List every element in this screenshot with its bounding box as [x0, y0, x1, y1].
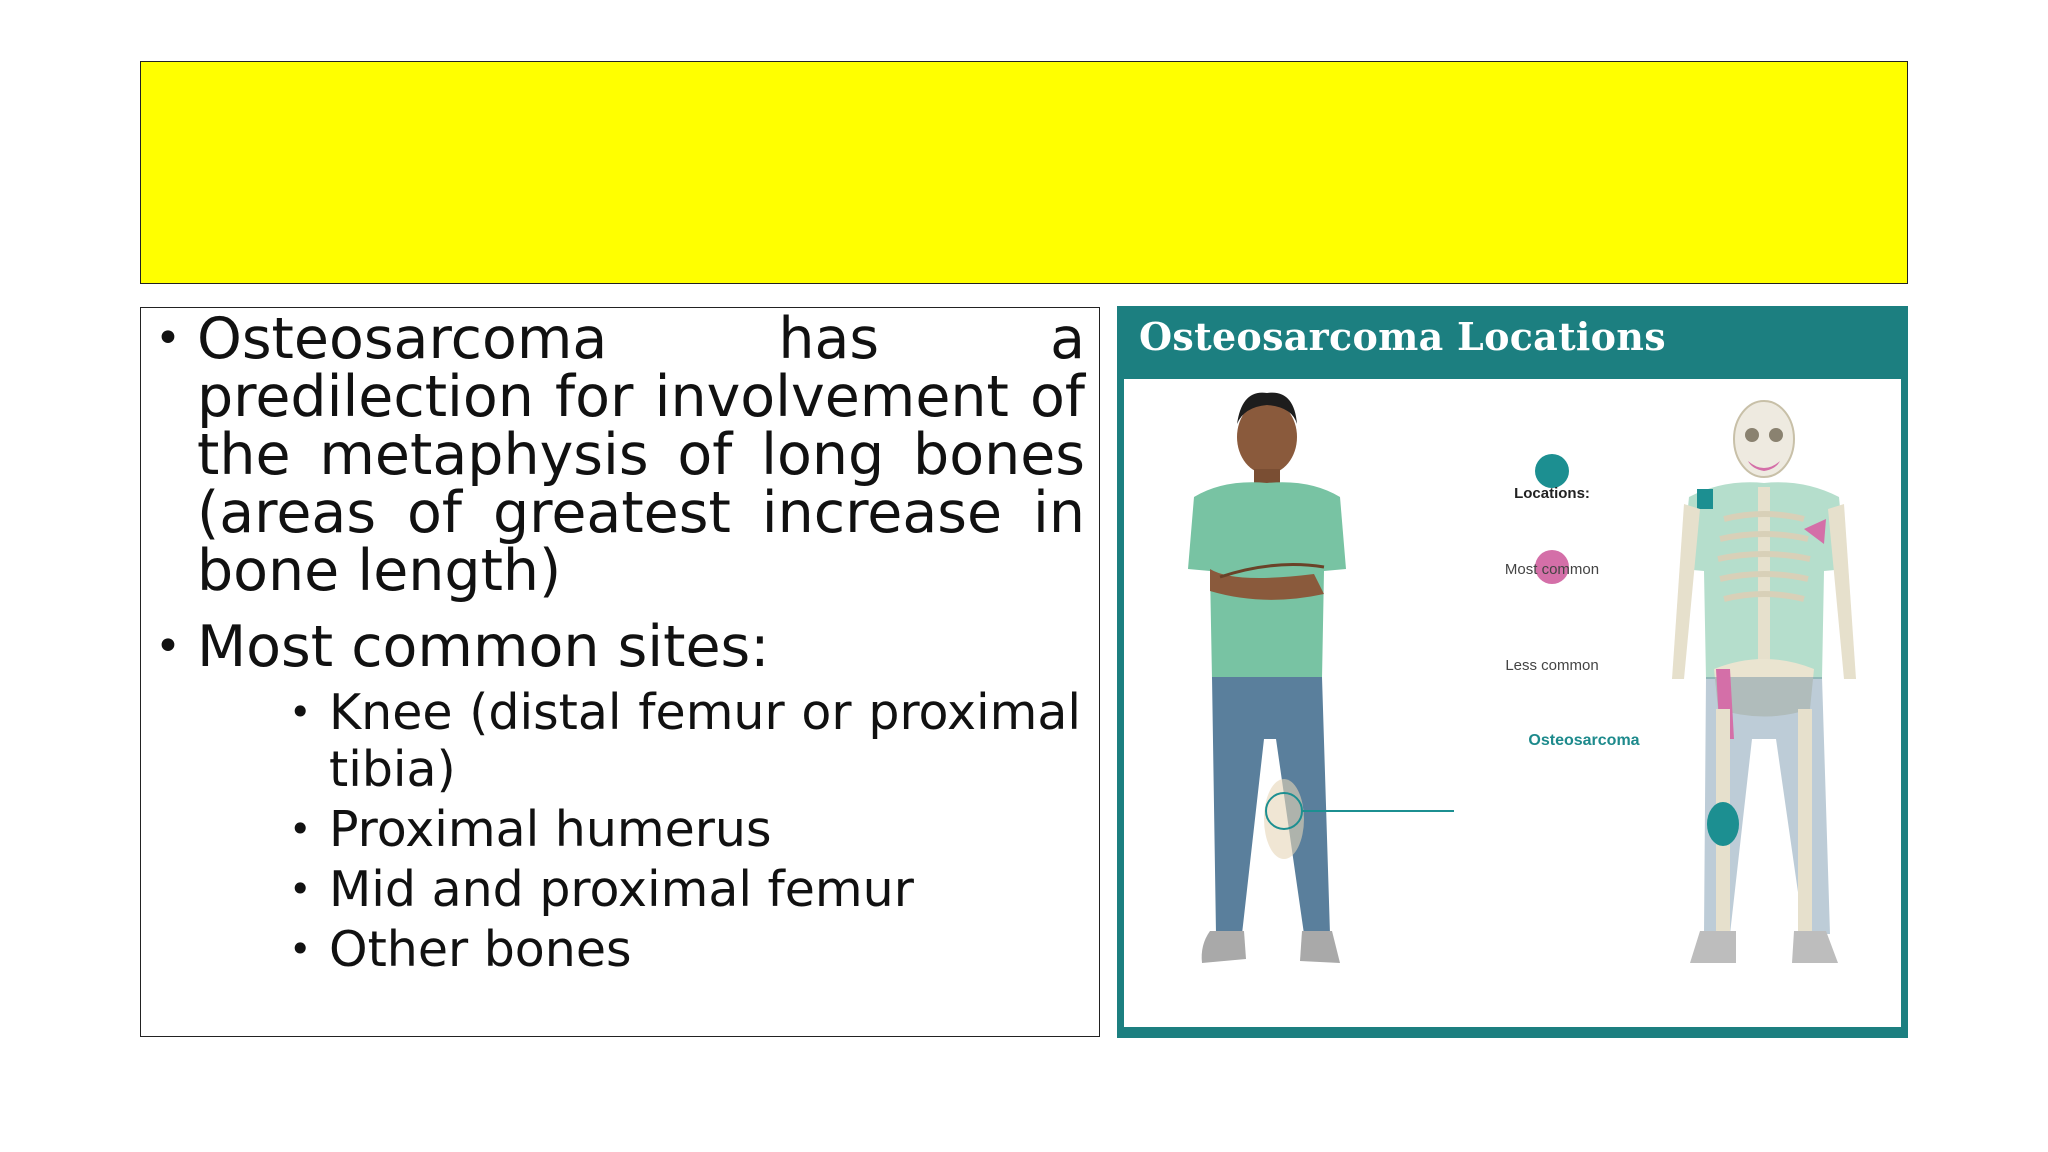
figure-panel [1124, 379, 1901, 1027]
sub-bullet-text: Other bones [329, 921, 632, 978]
bullet-dot-icon: • [155, 621, 181, 672]
figure-title: Osteosarcoma Locations [1139, 314, 1666, 359]
sub-bullet-list [197, 684, 1085, 978]
bullet-item [141, 614, 1085, 978]
content-textbox [140, 307, 1100, 1037]
sub-bullet-item [197, 861, 1085, 918]
bullet-dot-icon: • [155, 313, 181, 364]
legend-most-label: Most common [1504, 561, 1600, 578]
sub-bullet-dot-icon: • [289, 690, 312, 734]
bullet-text: Osteosarcoma has a predilection for involvement of the metaphysis of long bones (areas of greatest increase in bone length) [197, 306, 1085, 604]
legend-title: Locations: [1514, 485, 1590, 502]
illustration-svg [1124, 379, 1901, 1027]
legend-most-dot-icon [1535, 454, 1569, 488]
sub-bullet-item [197, 921, 1085, 978]
sub-bullet-dot-icon: • [289, 867, 312, 911]
sub-bullet-dot-icon: • [289, 927, 312, 971]
sub-bullet-text: Proximal humerus [329, 801, 772, 858]
sub-bullet-item [197, 684, 1085, 798]
osteosarcoma-callout-label: Osteosarcoma [1528, 732, 1640, 749]
bullet-item [141, 306, 1085, 604]
title-banner [140, 61, 1908, 284]
legend-less-label: Less common [1505, 657, 1599, 674]
bullet-text: Most common sites: [197, 614, 770, 680]
sub-bullet-dot-icon: • [289, 807, 312, 851]
bullet-list [141, 306, 1085, 978]
person-illustration [1188, 393, 1346, 963]
skeleton-illustration [1672, 401, 1856, 963]
sub-bullet-item [197, 801, 1085, 858]
osteosarcoma-figure [1117, 306, 1908, 1038]
sub-bullet-text: Knee (distal femur or proximal tibia) [329, 684, 1081, 798]
sub-bullet-text: Mid and proximal femur [329, 861, 914, 918]
